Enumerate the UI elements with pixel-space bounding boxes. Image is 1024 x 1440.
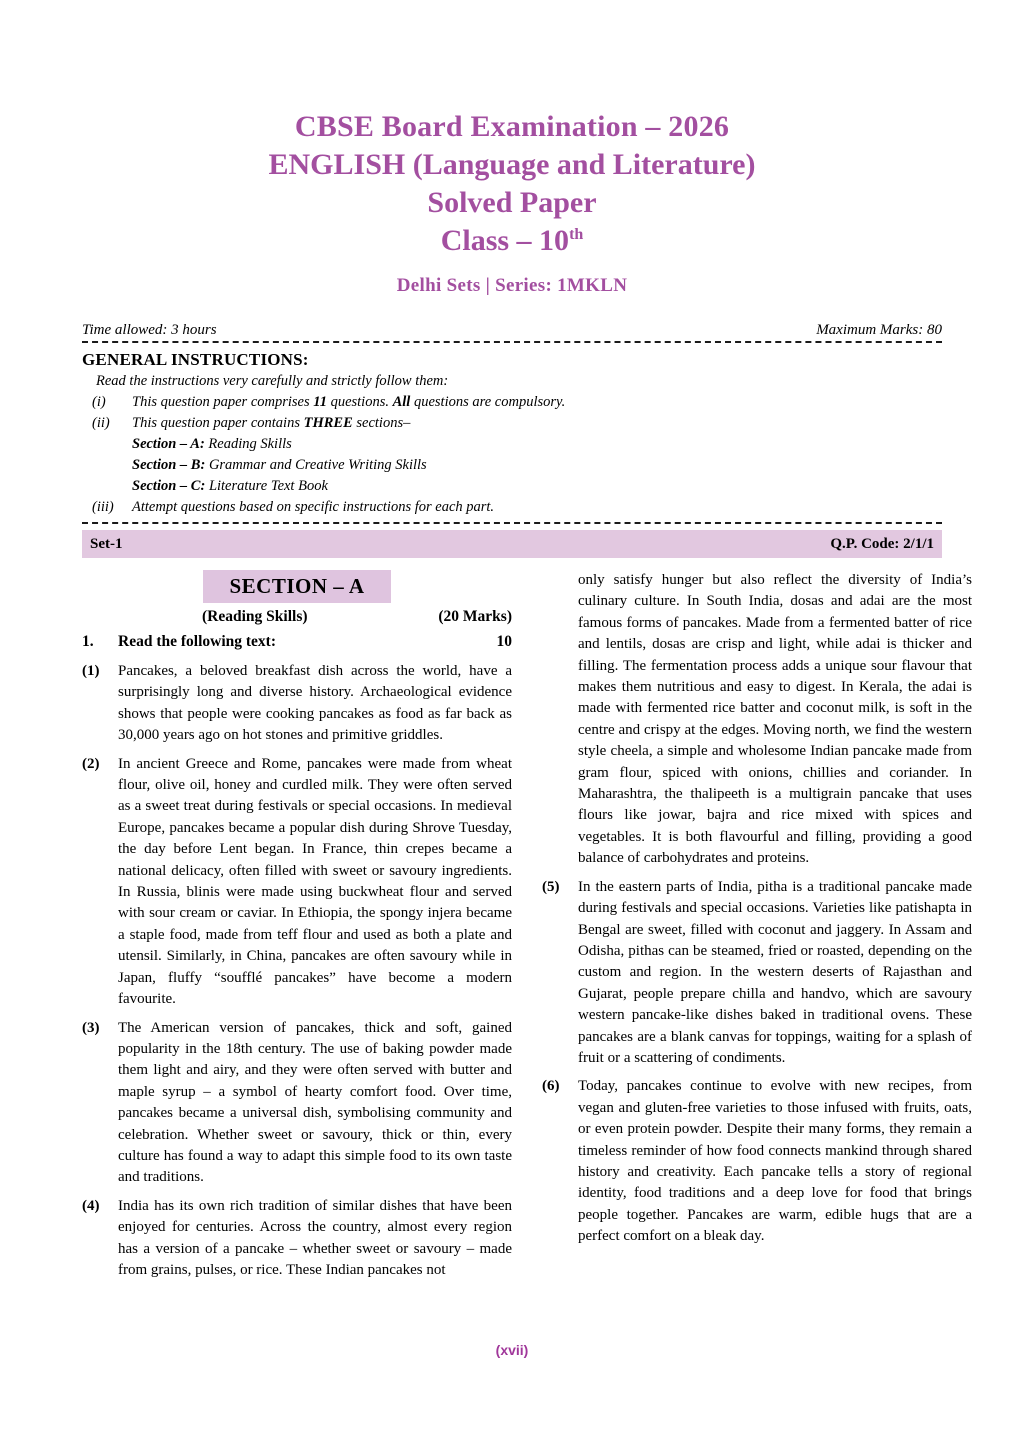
instruction-section-b [82, 455, 942, 476]
instruction-marker: (ii) [92, 415, 110, 431]
divider-bottom [82, 522, 942, 524]
maximum-marks: Maximum Marks: 80 [816, 322, 942, 338]
section-value: Reading Skills [204, 436, 292, 452]
question-1-heading [82, 630, 512, 654]
paragraph-text: In the eastern parts of India, pitha is a traditional pancake made during festivals and special occasions. Varieties like patishapta in Bengal are sweet, filled with coconut and jaggery. In Assam and Odisha, pithas can be steamed, fried or roasted, depending on the custom and region. In the western deserts of Rajasthan and Gujarat, people prepare chilla and handvo, which are savoury western pancake-like dishes baked in traditional ovens. These pancakes are a blank canvas for toppings, waiting for a splash of fruit or a scattering of condiments. [578, 878, 972, 1066]
time-allowed: Time allowed: 3 hours [82, 322, 217, 338]
passage-paragraph-3 [82, 1018, 512, 1189]
instruction-text [132, 413, 942, 434]
subject-title: ENGLISH (Language and Literature) [268, 148, 756, 181]
instruction-section-a [82, 434, 942, 455]
class-title [82, 222, 942, 260]
instruction-section-c [82, 476, 942, 497]
section-value: Grammar and Creative Writing Skills [205, 457, 427, 473]
instruction-item-i [82, 392, 942, 413]
passage-paragraph-1 [82, 661, 512, 747]
section-value: Literature Text Book [205, 478, 328, 494]
question-marks: 10 [496, 633, 512, 650]
section-a-header [82, 570, 512, 603]
passage-paragraph-4-continued [542, 570, 972, 870]
section-a-subtitle: (Reading Skills) [202, 608, 308, 625]
question-instruction: Read the following text: [118, 633, 276, 650]
instructions-lead: Read the instructions very carefully and strictly follow them: [96, 373, 449, 389]
series-subtitle: Delhi Sets | Series: 1MKLN [396, 275, 628, 296]
paragraph-number: (5) [542, 878, 560, 895]
section-label: Section – B: [132, 457, 206, 473]
paragraph-text: In ancient Greece and Rome, pancakes were made from wheat flour, olive oil, honey and curdled milk. They were often served as a sweet treat during festivals or special occasions. In medieval Europe, pancakes became a popular dish during Shrove Tuesday, the day before Lent began. In France, thin crepes became a national delicacy, often filled with sweet or savoury ingredients. In Russia, blinis were made using buckwheat flour and served with sour cream or caviar. In Ethiopia, the spongy injera became a staple food, made from teff flour and used as both a plate and utensil. Similarly, in China, pancakes are often savoury while in Japan, fluffy “soufflé pancakes” have become a modern favourite. [118, 755, 512, 1008]
passage-paragraph-5 [542, 877, 972, 1070]
general-instructions [82, 343, 942, 518]
paragraph-text: Today, pancakes continue to evolve with new recipes, from vegan and gluten-free varieties to those infused with fruits, oats, or even protein powder. Despite their many forms, they remain a timeless reminder of how food connects mankind through shared history and creativity. Each pancake tells a story of regional identity, food traditions and a deep love for food that brings people together. Pancakes are warm, edible hugs that are a perfect comfort on a bleak day. [578, 1078, 972, 1245]
question-number: 1. [82, 633, 94, 650]
passage-paragraph-2 [82, 754, 512, 1011]
class-title-text: Class – 10 [440, 224, 570, 257]
paragraph-text: The American version of pancakes, thick and soft, gained popularity in the 18th century. The use of baking powder made them light and airy, and they were often served with butter and maple syrup – a symbol of hearty comfort food. Over time, pancakes became a universal dish, symbolising community and celebration. Whether sweet or savoury, thick or thin, every culture has found a way to adapt this simple food to its own taste and traditions. [118, 1019, 512, 1186]
instruction-marker: (iii) [92, 499, 114, 515]
paragraph-number: (1) [82, 663, 100, 679]
set-bar [82, 530, 942, 558]
section-a-title: SECTION – A [203, 570, 390, 603]
paragraph-text: only satisfy hunger but also reflect the diversity of India’s culinary culture. In South India, dosas and adai are the most famous forms of pancakes. Made from a fermented batter of rice and lentils, dosas are crisp and light, while adai is thicker and filling. The fermentation process adds a unique sour flavour that makes them nutritious and easy to digest. In Kerala, the adai is made with fermented rice batter and coconut milk, is soft in the centre and crispy at the edges. Moving north, we find the western style cheela, a simple and wholesome Indian pancake made from gram flour, spiced with onions, chillies and coriander. In Maharashtra, the thalipeeth is a multigrain pancake that uses flours like jowar, bajra and rice mixed with spices and vegetables. It is both flavourful and filling, providing a good balance of carbohydrates and proteins. [578, 572, 972, 867]
set-label: Set-1 [90, 535, 123, 552]
class-title-ordinal: th [569, 226, 584, 243]
paragraph-text: India has its own rich tradition of similar dishes that have been enjoyed for centuries. Across the country, almost every region has a version of a pancake – whether sweet or savoury – made from grains, pulses, or rice. These Indian pancakes not [118, 1197, 512, 1278]
instructions-heading: GENERAL INSTRUCTIONS: [82, 350, 309, 369]
instruction-text-part: This question paper contains [132, 415, 304, 431]
section-label: Section – C: [132, 478, 206, 494]
instruction-text-part: questions. [326, 394, 393, 410]
page-title: CBSE Board Examination – 2026 [294, 110, 730, 143]
instruction-item-ii [82, 413, 942, 434]
passage-paragraph-4-start [82, 1196, 512, 1282]
paper-title-block [82, 0, 942, 304]
section-a-subtitle-row [82, 605, 512, 629]
instruction-text [132, 392, 942, 413]
instruction-text-part: This question paper comprises [132, 394, 314, 410]
instruction-emphasis: THREE [303, 415, 353, 431]
paragraph-number: (2) [82, 755, 100, 772]
body-columns [82, 570, 972, 1281]
paragraph-number: (4) [82, 1197, 100, 1214]
instruction-item-iii [82, 497, 942, 518]
section-a-marks: (20 Marks) [438, 608, 512, 625]
instruction-marker: (i) [92, 394, 106, 410]
instruction-emphasis: All [392, 394, 411, 410]
exam-meta-row [82, 322, 942, 339]
paragraph-number: (6) [542, 1078, 560, 1095]
paragraph-text: Pancakes, a beloved breakfast dish across the world, have a surprisingly long and diverse history. Archaeological evidence shows that people were cooking pancakes as food as far back as 30,000 years ago on hot stones and primitive griddles. [118, 663, 512, 744]
paragraph-number: (3) [82, 1019, 100, 1036]
instruction-count: 11 [313, 394, 327, 410]
page-footer [0, 1342, 1024, 1358]
qp-code: Q.P. Code: 2/1/1 [830, 535, 934, 552]
section-label: Section – A: [132, 436, 205, 452]
instruction-text-part: sections– [352, 415, 411, 431]
right-column [542, 570, 972, 1281]
page-number: (xvii) [495, 1342, 529, 1358]
instruction-text-part: questions are compulsory. [410, 394, 566, 410]
instruction-text: Attempt questions based on specific instructions for each part. [132, 499, 495, 515]
left-column [82, 570, 512, 1281]
paper-type-title: Solved Paper [427, 186, 597, 219]
passage-paragraph-6 [542, 1076, 972, 1247]
